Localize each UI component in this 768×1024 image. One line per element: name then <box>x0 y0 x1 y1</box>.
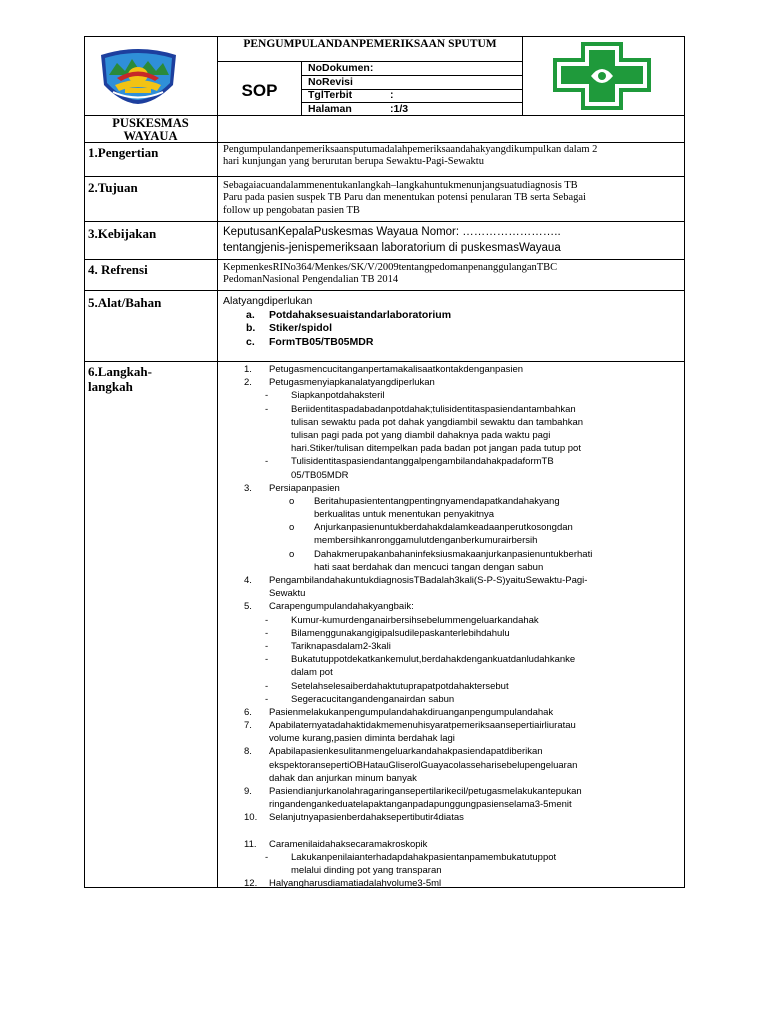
issue-date-field: TglTerbit : <box>308 89 394 101</box>
step-line <box>244 548 682 561</box>
step-marker: - <box>265 640 269 652</box>
step-text: Persiapanpasien <box>269 482 340 494</box>
step-marker: 12. <box>244 878 258 890</box>
step-marker: 8. <box>244 746 252 758</box>
step-text: hari.Stiker/tulisan ditempelkan pada badan pot jangan pada tutup pot <box>291 443 581 455</box>
step-text: volume kurang,pasien diminta berdahak lagi <box>269 733 455 745</box>
step-marker: - <box>265 627 269 639</box>
row-divider <box>84 176 685 177</box>
regency-emblem-icon <box>95 45 182 105</box>
step-line <box>244 640 682 653</box>
step-marker: - <box>265 403 269 415</box>
step-text: PengambilandahakuntukdiagnosisTBadalah3kali(S-P-S)yaituSewaktu-Pagi- <box>269 575 588 586</box>
row-divider <box>84 221 685 222</box>
step-text: hati saat berdahak dan mencuci tangan dengan sabun <box>314 561 544 573</box>
step-marker: 11. <box>244 838 257 850</box>
step-text: Setelahselesaiberdahaktutuprapatpotdahaktersebut <box>291 680 509 692</box>
step-line <box>244 429 682 442</box>
step-text: Kumur-kumurdenganairbersihsebelummengeluarkandahak <box>291 614 539 626</box>
step-text: Pasiendianjurkanolahragaringansepertilarikecil/petugasmelakukantepukan <box>269 786 582 797</box>
step-line <box>244 495 682 508</box>
step-line <box>244 534 682 547</box>
step-text: Beriidentitaspadabadanpotdahak;tulisidentitaspasiendantambahkan <box>291 403 576 415</box>
step-text: Sewaktu <box>269 588 306 600</box>
step-line <box>244 363 682 376</box>
step-text: Apabilapasienkesulitanmengeluarkandahakpasiendapatdiberikan <box>269 746 543 758</box>
row-divider <box>84 361 685 362</box>
section-body-referensi: KepmenkesRINo364/Menkes/SK/V/2009tentangpedomanpenanggulanganTBC PedomanNasional Pengendalian TB 2014 <box>223 262 558 286</box>
step-line <box>244 600 682 613</box>
step-line <box>244 811 682 824</box>
column-divider <box>217 36 218 888</box>
step-text: berkualitas untuk menentukan penyakitnya <box>314 509 495 521</box>
step-text: ringandengankeduatelapaktanganpadapunggungpasienselama3-5menit <box>269 799 572 811</box>
puskesmas-logo-icon <box>553 42 651 110</box>
step-line <box>244 521 682 534</box>
section-label-langkah: 6.Langkah- langkah <box>88 364 152 394</box>
step-marker: 7. <box>244 720 252 732</box>
step-text: Siapkanpotdahaksteril <box>291 390 385 402</box>
step-text: TulisidentitaspasiendantanggalpengambilandahakpadaformTB <box>291 456 554 468</box>
step-marker: - <box>265 851 269 863</box>
section-label-tujuan: 2.Tujuan <box>88 180 138 195</box>
step-text: tulisan sewaktu pada pot dahak yangdiambil sewaktu dan tambahkan <box>291 416 584 428</box>
alat-item: b. Stiker/spidol <box>246 322 333 334</box>
step-line <box>244 732 682 745</box>
page-field: Halaman :1/3 <box>308 103 409 115</box>
section-label-alat: 5.Alat/Bahan <box>88 295 162 310</box>
step-line <box>244 772 682 785</box>
step-text: Petugasmencucitanganpertamakalisaatkontakdenganpasien <box>269 364 524 375</box>
step-line <box>244 785 682 798</box>
step-marker: o <box>289 548 295 560</box>
section-body-kebijakan: KeputusanKepalaPuskesmas Wayaua Nomor: …………………….. tentangjenis-jenispemeriksaan laboratorium di puskesmasWayaua <box>223 226 561 254</box>
step-text: dahak dan anjurkan minum banyak <box>269 772 417 784</box>
step-text: Bilamenggunakangigipalsudilepaskanterlebihdahulu <box>291 627 510 639</box>
step-marker: 2. <box>244 377 252 389</box>
step-text: Dahakmerupakanbahaninfeksiusmakaanjurkanpasienuntukberhati <box>314 548 593 560</box>
step-line <box>244 653 682 666</box>
step-line <box>244 561 682 574</box>
step-marker: - <box>265 456 269 468</box>
step-marker: 6. <box>244 706 252 718</box>
step-line <box>244 574 682 587</box>
institution-name: PUSKESMAS WAYAUA <box>112 116 189 143</box>
step-line <box>244 838 682 851</box>
step-text: membersihkanronggamulutdenganberkumurairbersih <box>314 535 538 547</box>
section-label-kebijakan: 3.Kebijakan <box>88 226 157 241</box>
alat-item: c. FormTB05/TB05MDR <box>246 335 374 348</box>
step-marker: 5. <box>244 601 252 613</box>
step-line <box>244 877 682 890</box>
step-text: Petugasmenyiapkanalatyangdiperlukan <box>269 377 435 389</box>
step-line <box>244 469 682 482</box>
step-line <box>244 719 682 732</box>
step-line <box>244 759 682 772</box>
step-line <box>244 587 682 600</box>
section-body-tujuan: Sebagaiacuandalammenentukanlangkah–langkahuntukmenunjangsuatudiagnosis TB Paru pada pasien suspek TB Paru dan menentukan potensi penularan TB serta Sebagai follow up pengobatan pasien TB <box>223 180 586 216</box>
section-label-pengertian: 1.Pengertian <box>88 145 159 160</box>
step-line <box>244 864 682 877</box>
step-line <box>244 403 682 416</box>
step-marker: - <box>265 693 269 705</box>
step-line <box>244 627 682 640</box>
step-text: Bukatutuppotdekatkankemulut,berdahakdengankuatdanludahkanke <box>291 654 576 666</box>
step-line <box>244 798 682 811</box>
column-divider <box>522 36 523 115</box>
sop-divider <box>301 61 302 115</box>
step-text: Segeracucitangandenganairdan sabun <box>291 693 455 705</box>
document-title: PENGUMPULANDANPEMERIKSAAN SPUTUM <box>243 38 497 50</box>
step-line <box>244 614 682 627</box>
step-line <box>244 442 682 455</box>
step-text: Carapengumpulandahakyangbaik: <box>269 601 414 613</box>
step-marker: 10. <box>244 812 258 824</box>
step-line <box>244 482 682 495</box>
step-text: Beritahupasiententangpentingnyamendapatkandahakyang <box>314 495 560 507</box>
section-body-pengertian: Pengumpulandanpemeriksaansputumadalahpemeriksaandahakyangdikumpulkan dalam 2 hari kunjungan yang berurutan berupa Sewaktu-Pagi-Sewaktu <box>223 144 598 168</box>
step-line <box>244 851 682 864</box>
step-marker: 9. <box>244 786 252 797</box>
step-text: dalam pot <box>291 667 333 679</box>
step-line <box>244 706 682 719</box>
step-line <box>244 666 682 679</box>
step-line <box>244 745 682 758</box>
step-marker: o <box>289 522 295 534</box>
step-marker: 4. <box>244 575 252 586</box>
step-text: Lakukanpenilaianterhadapdahakpasientanpamembukatutuppot <box>291 851 557 863</box>
step-text: Pasienmelakukanpengumpulandahakdiruanganpengumpulandahak <box>269 706 554 718</box>
step-marker: o <box>289 495 295 507</box>
step-text: 05/TB05MDR <box>291 469 349 481</box>
doc-number-field: NoDokumen: <box>308 62 374 74</box>
sop-label: SOP <box>241 81 278 100</box>
step-text: Halyangharusdiamatiadalahvolume3-5ml <box>269 878 442 890</box>
alat-item: a. Potdahaksesuaistandarlaboratorium <box>246 308 452 321</box>
step-marker: 3. <box>244 482 252 494</box>
row-divider <box>84 259 685 260</box>
step-line <box>244 455 682 468</box>
step-marker: - <box>265 390 269 402</box>
step-text: ekspektoransepertiOBHatauGliserolGuayacolasseharisebelupengeluaran <box>269 759 578 771</box>
step-marker: - <box>265 680 269 692</box>
step-text: Tariknapasdalam2-3kali <box>291 640 391 652</box>
step-line <box>244 825 682 838</box>
step-line <box>244 680 682 693</box>
row-divider <box>84 290 685 291</box>
step-text: Caramenilaidahaksecaramakroskopik <box>269 838 428 850</box>
step-text: tulisan pagi pada pot yang diambil dahaknya pada waktu pagi <box>291 429 551 441</box>
step-text: Selanjutnyapasienberdahaksepertibutir4diatas <box>269 812 464 824</box>
step-text: Apabilaternyatadahaktidakmemenuhisyaratpemeriksaansepertiairliuratau <box>269 720 576 732</box>
step-text: melalui dinding pot yang transparan <box>291 865 442 877</box>
step-line <box>244 508 682 521</box>
section-label-referensi: 4. Refrensi <box>88 262 148 277</box>
revision-field: NoRevisi <box>308 76 353 88</box>
step-line <box>244 376 682 389</box>
step-marker: 1. <box>244 364 252 375</box>
step-marker: - <box>265 614 269 626</box>
step-marker: - <box>265 654 269 666</box>
section-body-langkah <box>244 363 682 891</box>
step-line <box>244 389 682 402</box>
section-body-alat: Alatyangdiperlukan a. Potdahaksesuaistandarlaboratorium b. Stiker/spidol c. FormTB05/TB05MDR <box>223 295 683 349</box>
step-line <box>244 693 682 706</box>
step-line <box>244 416 682 429</box>
step-text: Anjurkanpasienuntukberdahakdalamkeadaanperutkosongdan <box>314 522 573 534</box>
